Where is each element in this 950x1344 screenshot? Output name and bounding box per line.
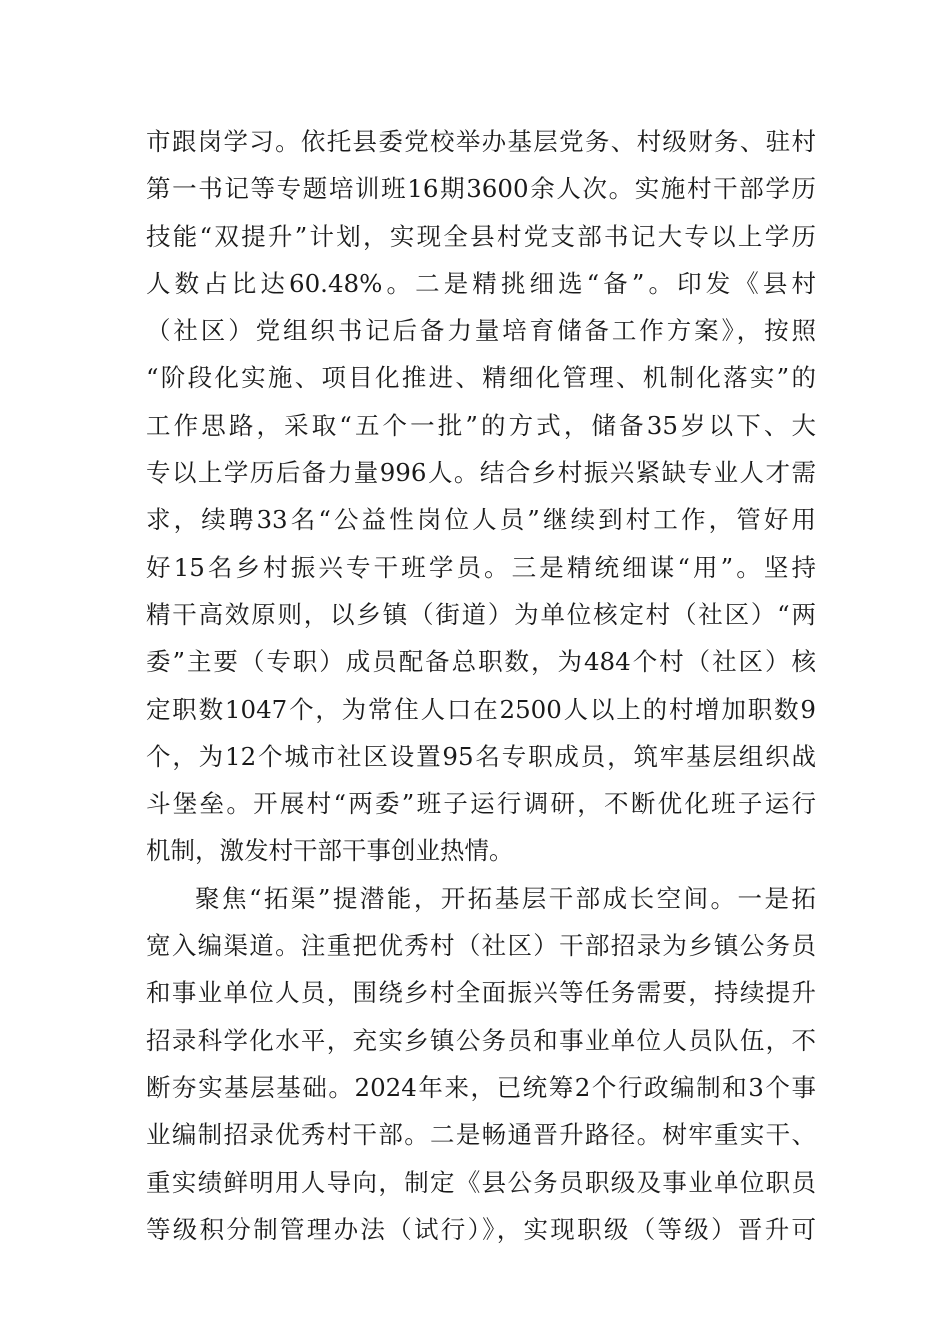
text-line: 好15名乡村振兴专干班学员。三是精统细谋“用”。坚持	[146, 552, 816, 582]
text-line: 业编制招录优秀村干部。二是畅通晋升路径。树牢重实干、	[146, 1120, 816, 1150]
text-line: “阶段化实施、项目化推进、精细化管理、机制化落实”的	[146, 363, 816, 393]
paragraph-1	[146, 118, 816, 875]
text-line: 聚焦“拓渠”提潜能，开拓基层干部成长空间。一是拓	[195, 883, 816, 913]
text-line: 宽入编渠道。注重把优秀村（社区）干部招录为乡镇公务员	[146, 931, 816, 961]
text-line: 精干高效原则，以乡镇（街道）为单位核定村（社区）“两	[146, 599, 816, 629]
text-line: 技能“双提升”计划，实现全县村党支部书记大专以上学历	[146, 221, 816, 251]
text-line: 和事业单位人员，围绕乡村全面振兴等任务需要，持续提升	[146, 978, 816, 1008]
text-line: 求，续聘33名“公益性岗位人员”继续到村工作，管好用	[146, 505, 816, 535]
text-line: 委”主要（专职）成员配备总职数，为484个村（社区）核	[146, 647, 816, 677]
text-line: 招录科学化水平，充实乡镇公务员和事业单位人员队伍，不	[146, 1025, 816, 1055]
paragraph-2	[146, 875, 816, 1253]
text-line: 定职数1047个，为常住人口在2500人以上的村增加职数9	[146, 694, 816, 724]
text-line: 专以上学历后备力量996人。结合乡村振兴紧缺专业人才需	[146, 458, 816, 488]
text-line: 个，为12个城市社区设置95名专职成员，筑牢基层组织战	[146, 741, 816, 771]
text-line: 等级积分制管理办法（试行）》，实现职级（等级）晋升可	[146, 1214, 816, 1244]
body-text	[146, 118, 816, 1253]
text-line: 人数占比达60.48%。二是精挑细选“备”。印发《县村	[146, 268, 816, 298]
text-line: 市跟岗学习。依托县委党校举办基层党务、村级财务、驻村	[146, 127, 816, 156]
text-line: 重实绩鲜明用人导向，制定《县公务员职级及事业单位职员	[146, 1167, 816, 1197]
text-line: 工作思路，采取“五个一批”的方式，储备35岁以下、大	[146, 410, 816, 440]
text-line: 斗堡垒。开展村“两委”班子运行调研，不断优化班子运行	[146, 789, 816, 819]
text-line: 机制，激发村干部干事创业热情。	[146, 836, 514, 866]
text-line: 断夯实基层基础。2024年来，已统筹2个行政编制和3个事	[146, 1072, 816, 1102]
text-line: 第一书记等专题培训班16期3600余人次。实施村干部学历	[146, 174, 816, 204]
text-line: （社区）党组织书记后备力量培育储备工作方案》，按照	[146, 316, 816, 346]
